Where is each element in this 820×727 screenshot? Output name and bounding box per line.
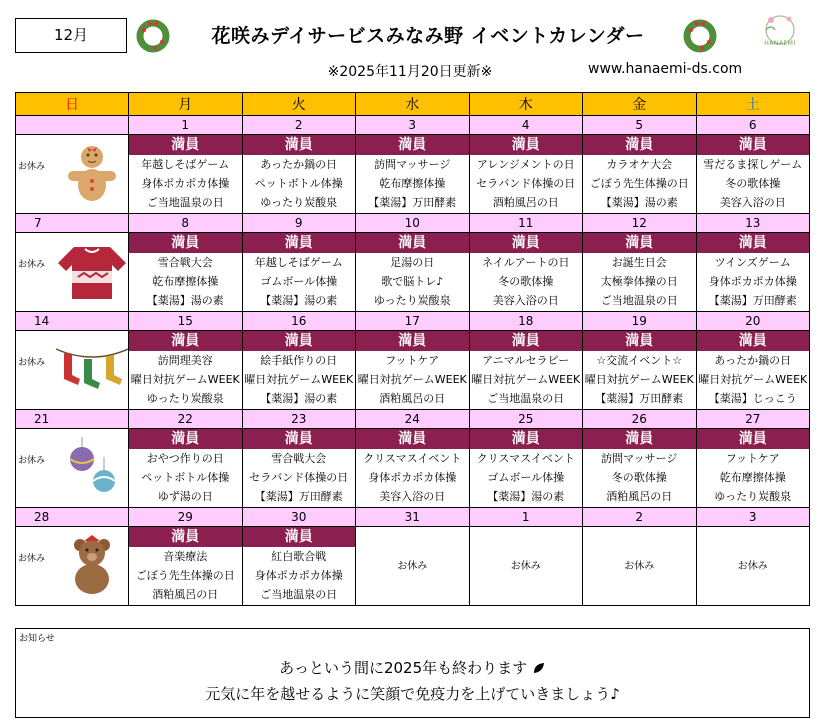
activity-item: 乾布摩擦体操 xyxy=(379,177,446,190)
activity-item: ゆったり炭酸泉 xyxy=(373,294,451,307)
date-number: 8 xyxy=(129,214,243,233)
activity-item: 紅白歌合戦 xyxy=(271,550,327,563)
activity-item: ゆったり炭酸泉 xyxy=(146,392,224,405)
date-number: 29 xyxy=(129,508,243,527)
activity-item: 美容入浴の日 xyxy=(492,294,559,307)
date-number: 27 xyxy=(696,410,810,429)
activity-item: セラバンド体操の日 xyxy=(249,471,349,484)
weekday-tue: 火 xyxy=(242,93,356,116)
activity-item: 曜日対抗ゲームWEEK xyxy=(244,373,354,386)
off-label: お休み xyxy=(624,561,655,572)
activity-item: ごぼう先生体操の日 xyxy=(589,177,689,190)
updated-date: ※2025年11月20日更新※ xyxy=(327,64,493,80)
date-number: 6 xyxy=(696,116,810,135)
full-badge: 満員 xyxy=(243,135,356,155)
day-cell[interactable] xyxy=(583,135,697,214)
activity-row xyxy=(16,429,810,508)
full-badge: 満員 xyxy=(243,527,356,547)
month-label: 12月 xyxy=(15,18,127,53)
notice-box xyxy=(15,628,810,718)
activity-item: 【薬湯】万田酵素 xyxy=(595,392,684,405)
off-label: お休み xyxy=(737,561,768,572)
activity-item: アレンジメントの日 xyxy=(476,158,575,171)
notice-label: お知らせ xyxy=(19,634,55,644)
full-badge: 満員 xyxy=(583,233,696,253)
activity-item: 訪問マッサージ xyxy=(374,158,451,171)
activity-item: アニマルセラピー xyxy=(482,354,570,367)
wreath-icon xyxy=(133,14,173,54)
day-cell[interactable] xyxy=(129,233,243,312)
activity-item: 酒粕風呂の日 xyxy=(606,490,673,503)
activity-item: 【薬湯】湯の素 xyxy=(146,294,224,307)
date-number: 3 xyxy=(696,508,810,527)
notice-text-2: 元気に年を越せるように笑顔で免疫力を上げていきましょう♪ xyxy=(205,685,620,703)
activity-item: 絵手紙作りの日 xyxy=(260,354,338,367)
activity-item: ツインズゲーム xyxy=(714,256,791,269)
date-number: 19 xyxy=(583,312,697,331)
activity-item: 冬の歌体操 xyxy=(498,275,554,288)
date-number: 7 xyxy=(16,214,129,233)
day-cell[interactable] xyxy=(583,527,697,606)
weekday-fri: 金 xyxy=(583,93,697,116)
full-badge: 満員 xyxy=(356,331,469,351)
full-badge: 満員 xyxy=(243,233,356,253)
weekday-wed: 水 xyxy=(356,93,470,116)
activity-item: フットケア xyxy=(725,452,780,465)
activity-item: 曜日対抗ゲームWEEK xyxy=(357,373,467,386)
full-badge: 満員 xyxy=(697,331,810,351)
full-badge: 満員 xyxy=(697,233,810,253)
date-number: 10 xyxy=(356,214,470,233)
activity-item: 雪合戦大会 xyxy=(157,256,213,269)
activity-item: 身体ポカポカ体操 xyxy=(254,569,343,582)
activity-item: 訪問理美容 xyxy=(157,354,213,367)
off-label: お休み xyxy=(18,358,46,368)
date-number xyxy=(16,116,129,135)
full-badge: 満員 xyxy=(243,331,356,351)
date-row xyxy=(16,410,810,429)
activity-item: 雪合戦大会 xyxy=(271,452,327,465)
activity-item: 歌で脳トレ♪ xyxy=(381,275,444,288)
full-badge: 満員 xyxy=(470,135,583,155)
activity-row xyxy=(16,331,810,410)
activity-item: 足湯の日 xyxy=(390,256,435,269)
website-link[interactable]: www.hanaemi-ds.com xyxy=(588,61,743,77)
date-number: 3 xyxy=(356,116,470,135)
date-row xyxy=(16,312,810,331)
weekday-sun: 日 xyxy=(16,93,129,116)
activity-item: ご当地温泉の日 xyxy=(260,588,338,601)
date-number: 12 xyxy=(583,214,697,233)
date-number: 21 xyxy=(16,410,129,429)
activity-item: ゆず湯の日 xyxy=(157,490,213,503)
off-label: お休み xyxy=(18,456,46,466)
activity-item: 曜日対抗ゲームWEEK xyxy=(130,373,240,386)
activity-item: ご当地温泉の日 xyxy=(487,392,565,405)
activity-item: 酒粕風呂の日 xyxy=(492,196,559,209)
activity-item: おやつ作りの日 xyxy=(146,452,224,465)
date-number: 13 xyxy=(696,214,810,233)
activity-item: ネイルアートの日 xyxy=(482,256,570,269)
activity-row xyxy=(16,135,810,214)
date-number: 22 xyxy=(129,410,243,429)
date-number: 31 xyxy=(356,508,470,527)
date-number: 9 xyxy=(242,214,356,233)
day-cell[interactable] xyxy=(583,331,697,410)
off-label: お休み xyxy=(397,561,428,572)
activity-item: 乾布摩擦体操 xyxy=(719,471,786,484)
day-cell[interactable] xyxy=(696,331,810,410)
activity-item: クリスマスイベント xyxy=(476,452,575,465)
activity-item: 訪問マッサージ xyxy=(601,452,678,465)
day-cell[interactable] xyxy=(16,331,129,410)
day-cell[interactable] xyxy=(129,331,243,410)
activity-item: 酒粕風呂の日 xyxy=(152,588,219,601)
leaf-icon xyxy=(532,661,546,675)
full-badge: 満員 xyxy=(583,135,696,155)
activity-item: ペットボトル体操 xyxy=(254,177,343,190)
activity-item: 美容入浴の日 xyxy=(719,196,786,209)
date-row xyxy=(16,116,810,135)
activity-item: 【薬湯】万田酵素 xyxy=(368,196,457,209)
activity-item: ご当地温泉の日 xyxy=(146,196,224,209)
day-cell[interactable] xyxy=(242,429,356,508)
full-badge: 満員 xyxy=(356,135,469,155)
full-badge: 満員 xyxy=(356,429,469,449)
activity-item: 音楽療法 xyxy=(163,550,208,563)
off-label: お休み xyxy=(18,554,46,564)
full-badge: 満員 xyxy=(129,527,242,547)
activity-item: カラオケ大会 xyxy=(606,158,673,171)
activity-item: 【薬湯】万田酵素 xyxy=(254,490,343,503)
day-cell[interactable] xyxy=(242,233,356,312)
activity-item: あったか鍋の日 xyxy=(714,354,792,367)
date-number: 11 xyxy=(469,214,583,233)
activity-item: 【薬湯】湯の素 xyxy=(487,490,565,503)
date-number: 15 xyxy=(129,312,243,331)
activity-item: 身体ポカポカ体操 xyxy=(708,275,797,288)
weekday-sat: 土 xyxy=(696,93,810,116)
activity-item: ペットボトル体操 xyxy=(141,471,230,484)
activity-item: 美容入浴の日 xyxy=(379,490,446,503)
notice-line-1 xyxy=(16,657,809,678)
activity-item: 【薬湯】湯の素 xyxy=(600,196,678,209)
date-number: 17 xyxy=(356,312,470,331)
date-number: 20 xyxy=(696,312,810,331)
activity-item: セラバンド体操の日 xyxy=(476,177,576,190)
activity-item: 曜日対抗ゲームWEEK xyxy=(698,373,808,386)
activity-item: 【薬湯】湯の素 xyxy=(260,294,338,307)
activity-item: お誕生日会 xyxy=(611,256,667,269)
calendar-body xyxy=(16,116,810,606)
day-cell[interactable] xyxy=(696,233,810,312)
off-label: お休み xyxy=(510,561,541,572)
activity-item: 【薬湯】湯の素 xyxy=(260,392,338,405)
weekday-header-row xyxy=(16,93,810,116)
full-badge: 満員 xyxy=(470,429,583,449)
activity-item: 【薬湯】万田酵素 xyxy=(708,294,797,307)
full-badge: 満員 xyxy=(697,135,810,155)
date-number: 4 xyxy=(469,116,583,135)
off-label: お休み xyxy=(18,260,46,270)
activity-item: 年越しそばゲーム xyxy=(254,256,343,269)
activity-item: 身体ポカポカ体操 xyxy=(368,471,457,484)
date-number: 26 xyxy=(583,410,697,429)
date-row xyxy=(16,214,810,233)
date-number: 16 xyxy=(242,312,356,331)
full-badge: 満員 xyxy=(129,135,242,155)
day-cell[interactable] xyxy=(16,135,129,214)
date-number: 24 xyxy=(356,410,470,429)
weekday-mon: 月 xyxy=(129,93,243,116)
day-cell[interactable] xyxy=(469,233,583,312)
day-cell[interactable] xyxy=(242,527,356,606)
day-cell[interactable] xyxy=(356,135,470,214)
date-number: 18 xyxy=(469,312,583,331)
full-badge: 満員 xyxy=(583,331,696,351)
activity-item: 曜日対抗ゲームWEEK xyxy=(471,373,581,386)
activity-item: ゴムボール体操 xyxy=(487,471,565,484)
day-cell[interactable] xyxy=(583,233,697,312)
day-cell[interactable] xyxy=(469,527,583,606)
activity-item: フットケア xyxy=(385,354,440,367)
calendar-table xyxy=(15,92,810,606)
day-cell[interactable] xyxy=(129,527,243,606)
day-cell[interactable] xyxy=(129,429,243,508)
day-cell[interactable] xyxy=(583,429,697,508)
full-badge: 満員 xyxy=(243,429,356,449)
activity-item: ゴムボール体操 xyxy=(260,275,338,288)
weekday-thu: 木 xyxy=(469,93,583,116)
logo-icon xyxy=(757,10,803,56)
activity-row xyxy=(16,233,810,312)
day-cell[interactable] xyxy=(16,527,129,606)
activity-item: 冬の歌体操 xyxy=(611,471,667,484)
wreath-icon xyxy=(680,14,720,54)
activity-item: 酒粕風呂の日 xyxy=(379,392,446,405)
day-cell[interactable] xyxy=(242,331,356,410)
date-number: 25 xyxy=(469,410,583,429)
date-number: 30 xyxy=(242,508,356,527)
date-number: 2 xyxy=(242,116,356,135)
date-row xyxy=(16,508,810,527)
full-badge: 満員 xyxy=(583,429,696,449)
date-number: 14 xyxy=(16,312,129,331)
day-cell[interactable] xyxy=(696,429,810,508)
full-badge: 満員 xyxy=(470,331,583,351)
full-badge: 満員 xyxy=(129,429,242,449)
activity-item: 雪だるま探しゲーム xyxy=(703,158,803,171)
date-number: 1 xyxy=(469,508,583,527)
full-badge: 満員 xyxy=(129,331,242,351)
day-cell[interactable] xyxy=(242,135,356,214)
activity-item: 年越しそばゲーム xyxy=(141,158,230,171)
day-cell[interactable] xyxy=(129,135,243,214)
activity-item: 【薬湯】じっこう xyxy=(708,392,797,405)
activity-item: 身体ポカポカ体操 xyxy=(141,177,230,190)
date-number: 28 xyxy=(16,508,129,527)
day-cell[interactable] xyxy=(696,527,810,606)
activity-item: ☆交流イベント☆ xyxy=(596,354,683,367)
activity-item: 曜日対抗ゲームWEEK xyxy=(584,373,694,386)
date-number: 5 xyxy=(583,116,697,135)
full-badge: 満員 xyxy=(697,429,810,449)
day-cell[interactable] xyxy=(356,233,470,312)
date-number: 23 xyxy=(242,410,356,429)
day-cell[interactable] xyxy=(16,429,129,508)
full-badge: 満員 xyxy=(129,233,242,253)
activity-item: ゆったり炭酸泉 xyxy=(260,196,338,209)
day-cell[interactable] xyxy=(356,331,470,410)
page-title: 花咲みデイサービスみなみ野 イベントカレンダー xyxy=(211,25,645,47)
day-cell[interactable] xyxy=(469,429,583,508)
day-cell[interactable] xyxy=(696,135,810,214)
day-cell[interactable] xyxy=(16,233,129,312)
date-number: 1 xyxy=(129,116,243,135)
off-label: お休み xyxy=(18,162,46,172)
full-badge: 満員 xyxy=(356,233,469,253)
activity-item: あったか鍋の日 xyxy=(260,158,338,171)
activity-item: ご当地温泉の日 xyxy=(600,294,678,307)
day-cell[interactable] xyxy=(356,429,470,508)
activity-row xyxy=(16,527,810,606)
day-cell[interactable] xyxy=(356,527,470,606)
activity-item: 太極拳体操の日 xyxy=(600,275,678,288)
activity-item: ごぼう先生体操の日 xyxy=(135,569,235,582)
date-number: 2 xyxy=(583,508,697,527)
full-badge: 満員 xyxy=(470,233,583,253)
activity-item: 乾布摩擦体操 xyxy=(152,275,219,288)
activity-item: ゆったり炭酸泉 xyxy=(714,490,792,503)
day-cell[interactable] xyxy=(469,135,583,214)
activity-item: 冬の歌体操 xyxy=(725,177,781,190)
day-cell[interactable] xyxy=(469,331,583,410)
activity-item: クリスマスイベント xyxy=(363,452,462,465)
notice-text-1: あっという間に2025年も終わります xyxy=(279,659,528,677)
logo-text: HANAEMI xyxy=(764,40,796,47)
